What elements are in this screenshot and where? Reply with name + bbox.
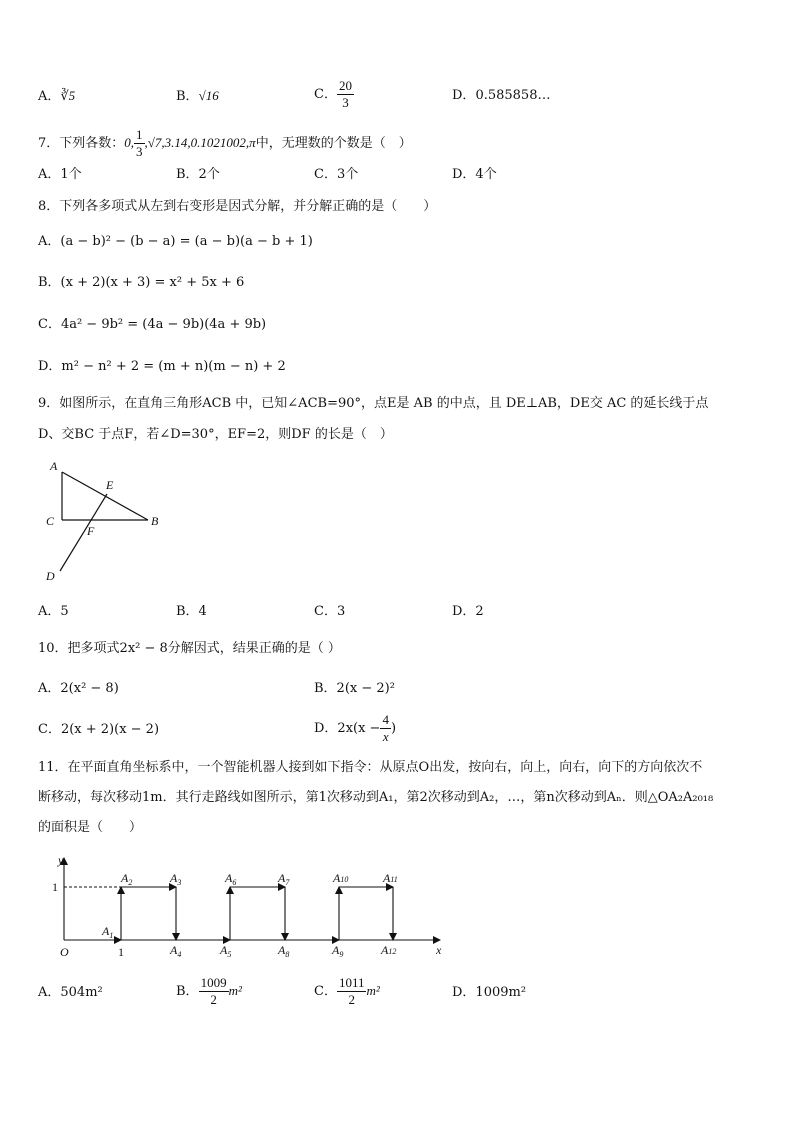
q7-option-b: B．2个 — [176, 167, 220, 182]
q11-stem-line3: 的面积是（ ） — [38, 820, 143, 835]
label-a8: $A_8$ — [278, 943, 290, 959]
q10-option-a: A．2(x² − 8) — [38, 681, 119, 696]
point-labels — [101, 871, 398, 959]
q6-option-b: B．√16 — [176, 88, 219, 104]
q11-c-fraction: $\frac{1011}{2}$ — [338, 975, 365, 1007]
origin-label: O — [60, 945, 69, 959]
q9-option-c: C．3 — [314, 604, 346, 619]
label-d: D — [46, 569, 55, 583]
q11-stem-line2: 断移动，每次移动1m．其行走路线如图所示，第1次移动到A₁，第2次移动到A₂，…，第n次移动到Aₙ．则△OA₂A₂₀₁₈ — [38, 790, 714, 805]
q11-b-fraction: $\frac{1009}{2}$ — [200, 975, 227, 1007]
q11-path-figure — [40, 852, 460, 964]
label-a2: $A_2$ — [121, 871, 133, 887]
label-a7: $A_7$ — [278, 871, 290, 887]
label-a6: $A_6$ — [225, 871, 237, 887]
segment-ab — [62, 472, 148, 520]
q11-option-c: C． $\frac{1011}{2}$ m² — [314, 975, 380, 1007]
q9-stem-line2: D、交BC 于点F，若∠D=30°，EF=2，则DF 的长是（ ） — [38, 427, 393, 442]
q6-c-fraction: $\frac{20}{3}$ — [338, 78, 352, 110]
q6-option-a: A．∛5 — [38, 88, 76, 104]
label-a1: $A_1$ — [102, 924, 114, 940]
label-f: F — [87, 524, 95, 538]
y-axis-label: y — [58, 853, 64, 867]
label-b: B — [151, 514, 159, 528]
q10-d-fraction: $\frac{4}{x}$ — [382, 712, 389, 744]
x-axis-label: x — [436, 943, 442, 957]
label-c: C — [46, 514, 55, 528]
q9-stem-line1: 9．如图所示，在直角三角形ACB 中，已知∠ACB=90°，点E是 AB 的中点，且 DE⊥AB，DE交 AC 的延长线于点 — [38, 396, 709, 411]
label-a: A — [50, 459, 58, 473]
q10-stem: 10．把多项式2x² − 8分解因式，结果正确的是（ ） — [38, 641, 341, 656]
label-a10: A10 — [333, 871, 349, 885]
segment-ed — [60, 494, 107, 571]
q8-option-c: C．4a² − 9b² = (4a − 9b)(4a + 9b) — [38, 317, 267, 332]
q11-option-d: D．1009m² — [452, 985, 527, 1000]
q8-option-d: D．m² − n² + 2 = (m + n)(m − n) + 2 — [38, 359, 286, 374]
q11-option-b: B． $\frac{1009}{2}$ m² — [176, 975, 242, 1007]
q9-option-b: B．4 — [176, 604, 207, 619]
y-tick-one: 1 — [52, 880, 58, 894]
q8-stem: 8．下列各多项式从左到右变形是因式分解，并分解正确的是（ ） — [38, 199, 437, 214]
q7-option-c: C．3个 — [314, 167, 359, 182]
label-a4: $A_4$ — [170, 943, 182, 959]
q11-stem-line1: 11．在平面直角坐标系中，一个智能机器人接到如下指令：从原点O出发，按向右，向上，向右，向下的方向依次不 — [38, 760, 703, 775]
q10-option-c: C．2(x + 2)(x − 2) — [38, 722, 160, 737]
x-tick-one: 1 — [118, 945, 124, 959]
q6-option-c: C． $\frac{20}{3}$ — [314, 78, 352, 110]
q8-option-b: B．(x + 2)(x + 3) = x² + 5x + 6 — [38, 275, 245, 290]
q7-option-d: D．4个 — [452, 167, 497, 182]
q9-triangle-figure — [40, 458, 180, 583]
q7-fraction: $\frac{1}{3}$ — [136, 127, 143, 159]
q8-option-a: A．(a − b)² − (b − a) = (a − b)(a − b + 1) — [38, 234, 313, 249]
q7-stem: 7．下列各数：0, $\frac{1}{3}$ ,√7,3.14,0.1021002,π中，无理数的个数是（ ） — [38, 127, 412, 159]
q10-option-b: B．2(x − 2)² — [314, 681, 395, 696]
q7-option-a: A．1个 — [38, 167, 82, 182]
label-e: E — [106, 478, 114, 492]
q11-option-a: A．504m² — [38, 985, 103, 1000]
q10-option-d: D．2x(x − $\frac{4}{x}$ ) — [314, 712, 397, 744]
q9-option-a: A．5 — [38, 604, 69, 619]
q9-option-d: D．2 — [452, 604, 484, 619]
q6-option-d: D．0.585858… — [452, 88, 551, 103]
label-a11: A11 — [383, 871, 398, 885]
label-a5: $A_5$ — [220, 943, 232, 959]
label-a12: A12 — [381, 943, 397, 957]
label-a3: $A_3$ — [170, 871, 182, 887]
label-a9: $A_9$ — [332, 943, 344, 959]
